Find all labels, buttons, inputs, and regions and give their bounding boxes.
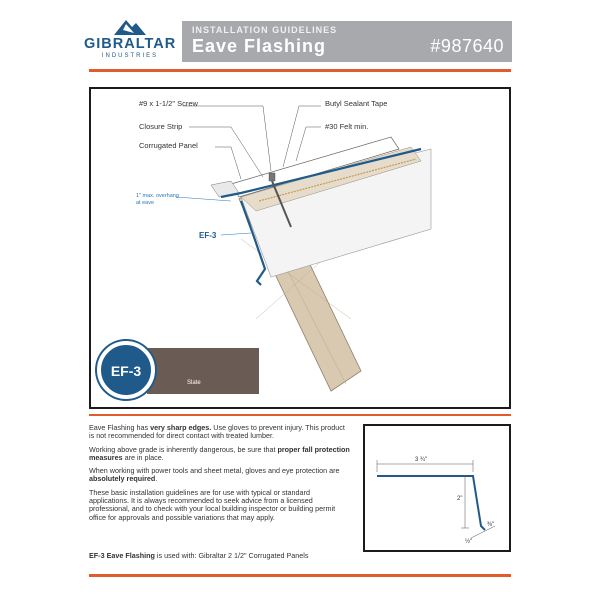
mountain-logo-icon (114, 18, 146, 36)
swatch-label: Slate (187, 380, 201, 386)
p3-text-end: . (155, 474, 158, 484)
p1-text: Eave Flashing has (89, 423, 151, 432)
warning-gloves (89, 467, 351, 484)
label-overhang-line2: at eave (136, 200, 155, 206)
footer-divider (89, 574, 511, 577)
product-badge (97, 341, 155, 399)
label-closure-strip: Closure Strip (139, 122, 183, 131)
label-overhang-line1: 1" max. overhang (136, 193, 179, 199)
p2-text: Working above grade is inherently dangerous, be sure that (89, 444, 278, 454)
diagram-divider (89, 414, 511, 416)
p1-text-end: Use gloves to prevent injury. This product is not recommended for direct contact with treated lumber. (89, 423, 345, 441)
profile-dimension-icon (365, 426, 513, 554)
badge-text: EF-3 (110, 363, 142, 379)
brand-name: GIBRALTAR (84, 36, 177, 52)
label-corrugated-panel: Corrugated Panel (139, 141, 198, 150)
warning-sharp-edges (89, 424, 351, 441)
p1-bold: very sharp edges. (150, 423, 212, 432)
disclaimer: These basic installation guidelines are for use with typical or standard applications. It is always recommended to seek advice from a licensed professional, and to check with your local building inspector or building permit office for approvals and possible variations that may apply. (89, 487, 336, 522)
brand-subtitle: INDUSTRIES (101, 53, 159, 59)
label-butyl-tape: Butyl Sealant Tape (325, 99, 388, 108)
installation-diagram (89, 87, 511, 409)
label-screw: #9 x 1-1/2" Screw (139, 99, 198, 108)
label-overhang (136, 193, 179, 207)
dim-hem: ½" (465, 539, 473, 545)
label-felt: #30 Felt min. (325, 122, 369, 131)
dimension-drawing (363, 424, 511, 552)
dim-lip: ⅜" (487, 522, 495, 528)
p2-bold: proper fall protection measures (89, 444, 350, 462)
brand-logo (84, 18, 176, 68)
header-subtitle: INSTALLATION GUIDELINES (192, 25, 338, 35)
dim-width: 3 ¾" (415, 457, 428, 463)
product-code: #987640 (430, 36, 504, 56)
instructions-text (89, 424, 351, 527)
foot-text: is used with: Gibraltar 2 1/2" Corrugated Panels (154, 551, 309, 560)
p3-bold: absolutely required (89, 474, 156, 484)
compatibility-note (89, 551, 351, 560)
label-ef3: EF-3 (199, 231, 217, 240)
warning-fall-protection (89, 446, 351, 463)
header-divider (89, 69, 511, 72)
header-band (182, 21, 512, 62)
dim-height: 2" (457, 496, 463, 502)
page-title: Eave Flashing (192, 36, 327, 56)
foot-bold: EF-3 Eave Flashing (89, 551, 155, 560)
p3-text: When working with power tools and sheet metal, gloves and eye protection are (89, 466, 340, 476)
color-swatch (147, 348, 259, 394)
p2-text-end: are in place. (122, 452, 164, 462)
